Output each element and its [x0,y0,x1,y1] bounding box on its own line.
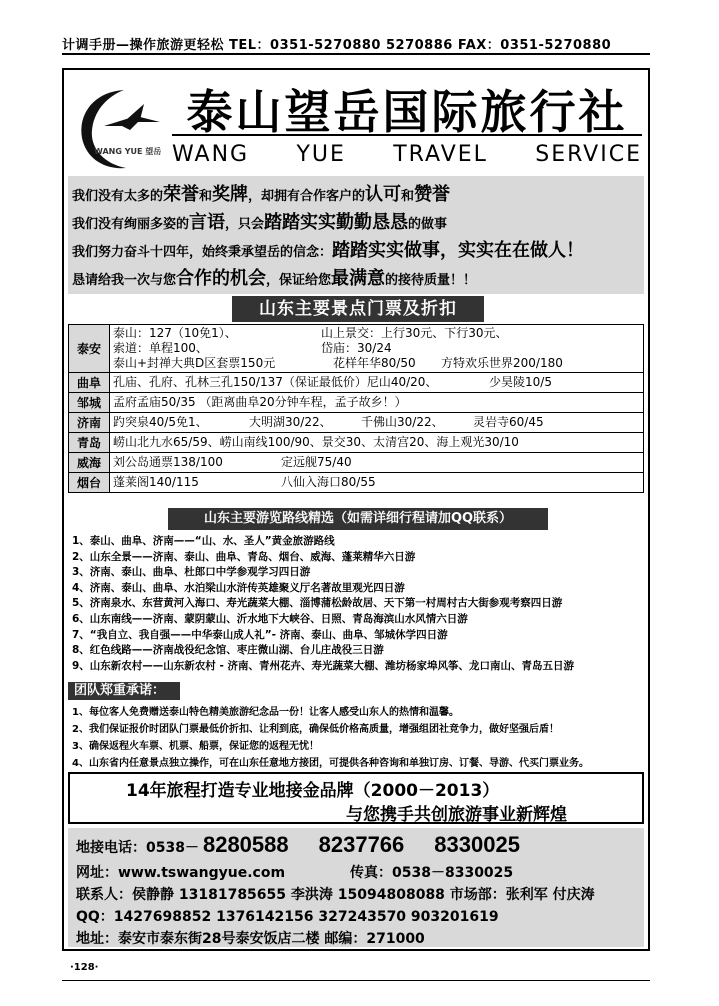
en-word: WANG [172,142,250,167]
phone-line: 地接电话：0538－ 8280588 8237766 8330025 [76,832,520,857]
list-item: 9、山东新农村——山东新农村 - 济南、青州花卉、寿光蔬菜大棚、潍坊杨家埠风筝、龙口南山、青岛五日游 [72,659,574,672]
price-cell: 孟府孟庙50/35 （距离曲阜20分钟车程，孟子故乡！） [110,393,644,413]
slogan-line: 我们努力奋斗十四年，始终秉承望岳的信念：踏踏实实做事，实实在在做人！ [72,240,585,261]
contact-block [68,828,644,947]
city-cell: 泰安 [69,325,110,373]
price-cell: 崂山北九水65/59、崂山南线100/90、景交30、太清宫20、海上观光30/10 [110,433,644,453]
list-item: 3、济南、泰山、曲阜、杜郎口中学参观学习四日游 [72,566,311,579]
slogan-line: 我们没有绚丽多姿的言语，只会踏踏实实勤勤恳恳的做事 [72,212,448,233]
tickets-title: 山东主要景点门票及折扣 [232,296,484,322]
slogan-line: 恳请给我一次与您合作的机会，保证给您最满意的接待质量！！ [72,268,477,289]
table-row [69,433,644,453]
table-row [69,453,644,473]
company-name-cn: 泰山望岳国际旅行社 [186,85,628,139]
table-row [69,413,644,433]
routes-title: 山东主要游览路线精选（如需详细行程请加QQ联系） [168,508,548,530]
header [68,74,644,176]
brand-line-1: 14年旅程打造专业地接金品牌（2000－2013） [126,781,500,801]
brand-line-2: 与您携手共创旅游事业新辉煌 [346,805,567,825]
list-item: 7、“我自立、我自强——中华泰山成人礼”- 济南、泰山、曲阜、邹城休学四日游 [72,628,448,641]
price-cell: 刘公岛通票138/100 定远舰75/40 [110,453,644,473]
city-cell: 烟台 [69,473,110,493]
city-cell: 青岛 [69,433,110,453]
brand-box [68,772,644,824]
title-divider [172,134,642,136]
list-item: 4、济南、泰山、曲阜、水泊梁山水浒传英雄聚义厅名著故里观光四日游 [72,581,405,594]
city-cell: 邹城 [69,393,110,413]
list-item: 1、泰山、曲阜、济南——“山、水、圣人”黄金旅游路线 [72,535,335,547]
table-row [69,393,644,413]
top-divider [62,53,650,55]
address-line: 地址：泰安市泰东街28号泰安饭店二楼 邮编：271000 [76,931,425,947]
company-name-en [172,142,642,167]
price-cell: 趵突泉40/5免1、 大明湖30/22、 千佛山30/22、 灵岩寺60/45 [110,413,644,433]
city-cell: 威海 [69,453,110,473]
list-item: 2、我们保证报价时团队门票最低价折扣、让利到底，确保低价格高质量，增强组团社竞争力，做好坚强后盾！ [72,724,559,735]
slogan-line: 我们没有太多的荣誉和奖牌，却拥有合作客户的认可和赞誉 [72,184,451,205]
list-item: 8、红色线路——济南战役纪念馆、枣庄微山湖、台儿庄战役三日游 [72,644,384,657]
price-cell: 泰山：127（10免1）、 山上景交：上行30元、下行30元、 索道：单程100、 岱庙：30/24 泰山+封禅大典D区套票150元 花样年华80/50 方特欢乐世界200/180 [110,325,644,373]
en-word: SERVICE [535,142,642,167]
list-item: 5、济南泉水、东营黄河入海口、寿光蔬菜大棚、淄博蒲松龄故居、天下第一村周村古大街参观考察四日游 [72,597,563,610]
website-line: 网址：www.tswangyue.com 传真：0538－8330025 [76,865,514,881]
list-item: 4、山东省内任意景点独立操作，可在山东任意地方接团，可提供各种咨询和单独订房、订餐、导游、代买门票业务。 [72,758,589,769]
list-item: 6、山东南线——济南、蒙阴蒙山、沂水地下大峡谷、日照、青岛海滨山水风情六日游 [72,612,468,625]
people-line: 联系人：侯静静 13181785655 李洪涛 15094808088 市场部：张利军 付庆涛 [76,887,595,903]
promise-list [72,704,642,772]
qq-line: QQ：1427698852 1376142156 327243570 903201619 [76,909,499,925]
list-item: 2、山东全景——济南、泰山、曲阜、青岛、烟台、威海、蓬莱精华六日游 [72,550,416,563]
city-cell: 曲阜 [69,373,110,393]
price-cell: 蓬莱阁140/115 八仙入海口80/55 [110,473,644,493]
page-divider [62,980,650,981]
slogan-block [68,176,644,294]
ad-frame [62,68,650,951]
en-word: TRAVEL [393,142,488,167]
table-row [69,373,644,393]
logo-text: WANG YUE 望岳 [94,147,162,156]
city-cell: 济南 [69,413,110,433]
en-word: YUE [296,142,346,167]
routes-list [72,534,642,674]
promise-title: 团队郑重承诺： [68,682,180,700]
tickets-table [68,324,644,493]
list-item: 1、每位客人免费赠送泰山特色精美旅游纪念品一份！让客人感受山东人的热情和温馨。 [72,707,459,718]
list-item: 3、确保返程火车票、机票、船票，保证您的返程无忧！ [72,741,319,752]
price-cell: 孔庙、孔府、孔林三孔150/137（保证最低价）尼山40/20、 少昊陵10/5 [110,373,644,393]
page-number: ·128· [70,962,99,973]
top-contact-bar: 计调手册—操作旅游更轻松 TEL：0351-5270880 5270886 FAX：0351-5270880 [62,38,612,53]
crescent-eagle-logo-icon [74,86,166,170]
table-row [69,325,644,373]
table-row [69,473,644,493]
